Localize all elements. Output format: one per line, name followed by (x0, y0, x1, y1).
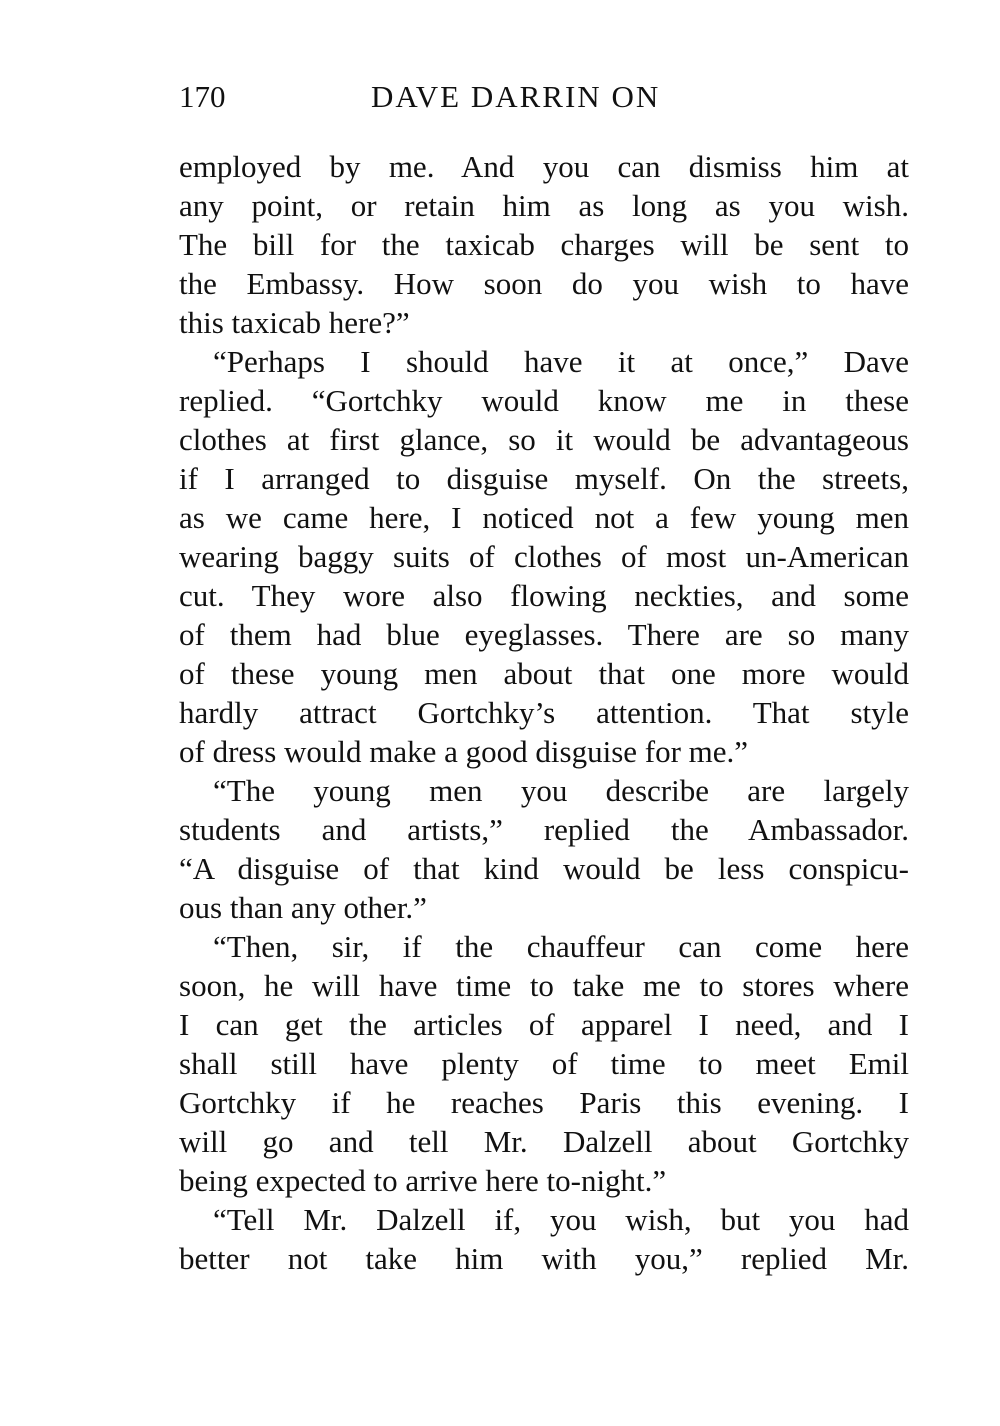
text-line: “The young men you describe are largely (213, 773, 909, 808)
text-line: hardly attract Gortchky’s attention. That style (179, 695, 909, 730)
text-line: soon, he will have time to take me to stores where (179, 968, 909, 1003)
text-line: any point, or retain him as long as you wish. (179, 188, 909, 223)
text-line: shall still have plenty of time to meet Emil (179, 1046, 909, 1081)
text-line: The bill for the taxicab charges will be sent to (179, 227, 909, 262)
text-line: of these young men about that one more would (179, 656, 909, 691)
text-line: better not take him with you,” replied Mr. (179, 1241, 909, 1276)
text-line: being expected to arrive here to-night.” (179, 1163, 667, 1198)
text-line: “Perhaps I should have it at once,” Dave (213, 344, 909, 379)
text-line: ous than any other.” (179, 890, 427, 925)
text-line: “A disguise of that kind would be less conspicu- (179, 851, 909, 886)
text-line: the Embassy. How soon do you wish to have (179, 266, 909, 301)
text-line: wearing baggy suits of clothes of most un-American (179, 539, 909, 574)
page-number: 170 (179, 79, 226, 114)
text-line: as we came here, I noticed not a few young men (179, 500, 909, 535)
text-line: cut. They wore also flowing neckties, and some (179, 578, 909, 613)
text-line: of them had blue eyeglasses. There are so many (179, 617, 909, 652)
text-line: if I arranged to disguise myself. On the streets, (179, 461, 909, 496)
text-line: of dress would make a good disguise for me.” (179, 734, 749, 769)
running-title: DAVE DARRIN ON (371, 79, 661, 114)
text-line: replied. “Gortchky would know me in these (179, 383, 909, 418)
text-line: employed by me. And you can dismiss him at (179, 149, 909, 184)
body-text (179, 147, 909, 1278)
text-line: I can get the articles of apparel I need, and I (179, 1007, 909, 1042)
text-line: clothes at first glance, so it would be advantageous (179, 422, 909, 457)
text-line: “Tell Mr. Dalzell if, you wish, but you had (213, 1202, 909, 1237)
text-line: Gortchky if he reaches Paris this evening. I (179, 1085, 909, 1120)
text-line: will go and tell Mr. Dalzell about Gortchky (179, 1124, 909, 1159)
text-line: “Then, sir, if the chauffeur can come here (213, 929, 909, 964)
page-header (179, 74, 909, 120)
text-line: this taxicab here?” (179, 305, 410, 340)
text-line: students and artists,” replied the Ambassador. (179, 812, 909, 847)
